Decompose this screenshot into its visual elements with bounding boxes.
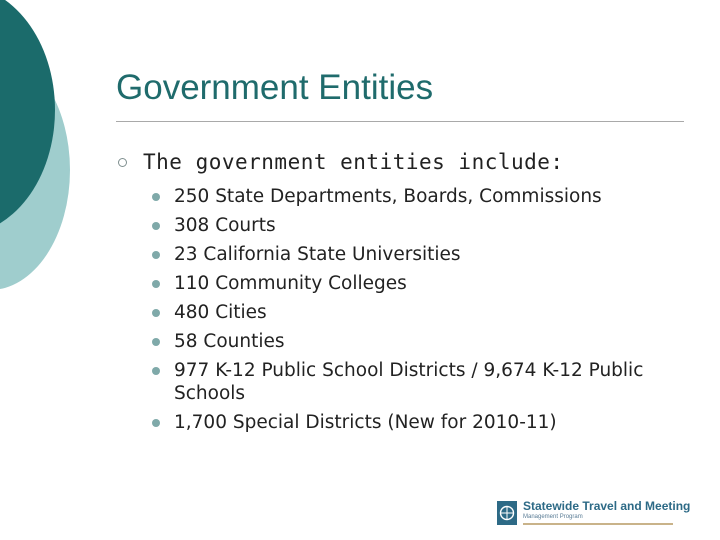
- list-item-text: 480 Cities: [174, 302, 267, 323]
- list-item: [152, 298, 712, 327]
- main-bullet: [116, 150, 564, 174]
- logo-title: Statewide Travel and Meeting: [523, 499, 691, 513]
- slide-title: Government Entities: [116, 68, 434, 107]
- list-item-text: 1,700 Special Districts (New for 2010-11): [174, 412, 557, 433]
- sub-bullet-list: [152, 182, 712, 437]
- bullet-dot-icon: [152, 309, 160, 317]
- list-item: [152, 240, 712, 269]
- logo-subtitle: Management Program: [523, 514, 583, 520]
- bullet-dot-icon: [152, 222, 160, 230]
- list-item-text: 58 Counties: [174, 331, 285, 352]
- ring-bullet-icon: [118, 158, 127, 167]
- list-item-text: 977 K-12 Public School Districts / 9,674 K-12 Public Schools: [174, 360, 644, 404]
- list-item: [152, 211, 712, 240]
- list-item-text: 250 State Departments, Boards, Commissions: [174, 186, 602, 207]
- globe-logo-icon: [497, 501, 517, 525]
- list-item: [152, 269, 712, 298]
- list-item-text: 23 California State Universities: [174, 244, 461, 265]
- list-item: [152, 359, 712, 405]
- list-item: [152, 182, 712, 211]
- bullet-dot-icon: [152, 280, 160, 288]
- bullet-dot-icon: [152, 367, 160, 375]
- title-divider: [116, 121, 684, 122]
- list-item: [152, 408, 712, 437]
- decorative-teal-circles: [0, 0, 90, 300]
- bullet-dot-icon: [152, 251, 160, 259]
- list-item: [152, 327, 712, 356]
- bullet-dot-icon: [152, 193, 160, 201]
- program-logo: [497, 500, 690, 525]
- logo-underline: [523, 523, 673, 525]
- list-item-text: 308 Courts: [174, 215, 276, 236]
- main-bullet-text: The government entities include:: [143, 150, 564, 174]
- bullet-dot-icon: [152, 419, 160, 427]
- list-item-text: 110 Community Colleges: [174, 273, 407, 294]
- bullet-dot-icon: [152, 338, 160, 346]
